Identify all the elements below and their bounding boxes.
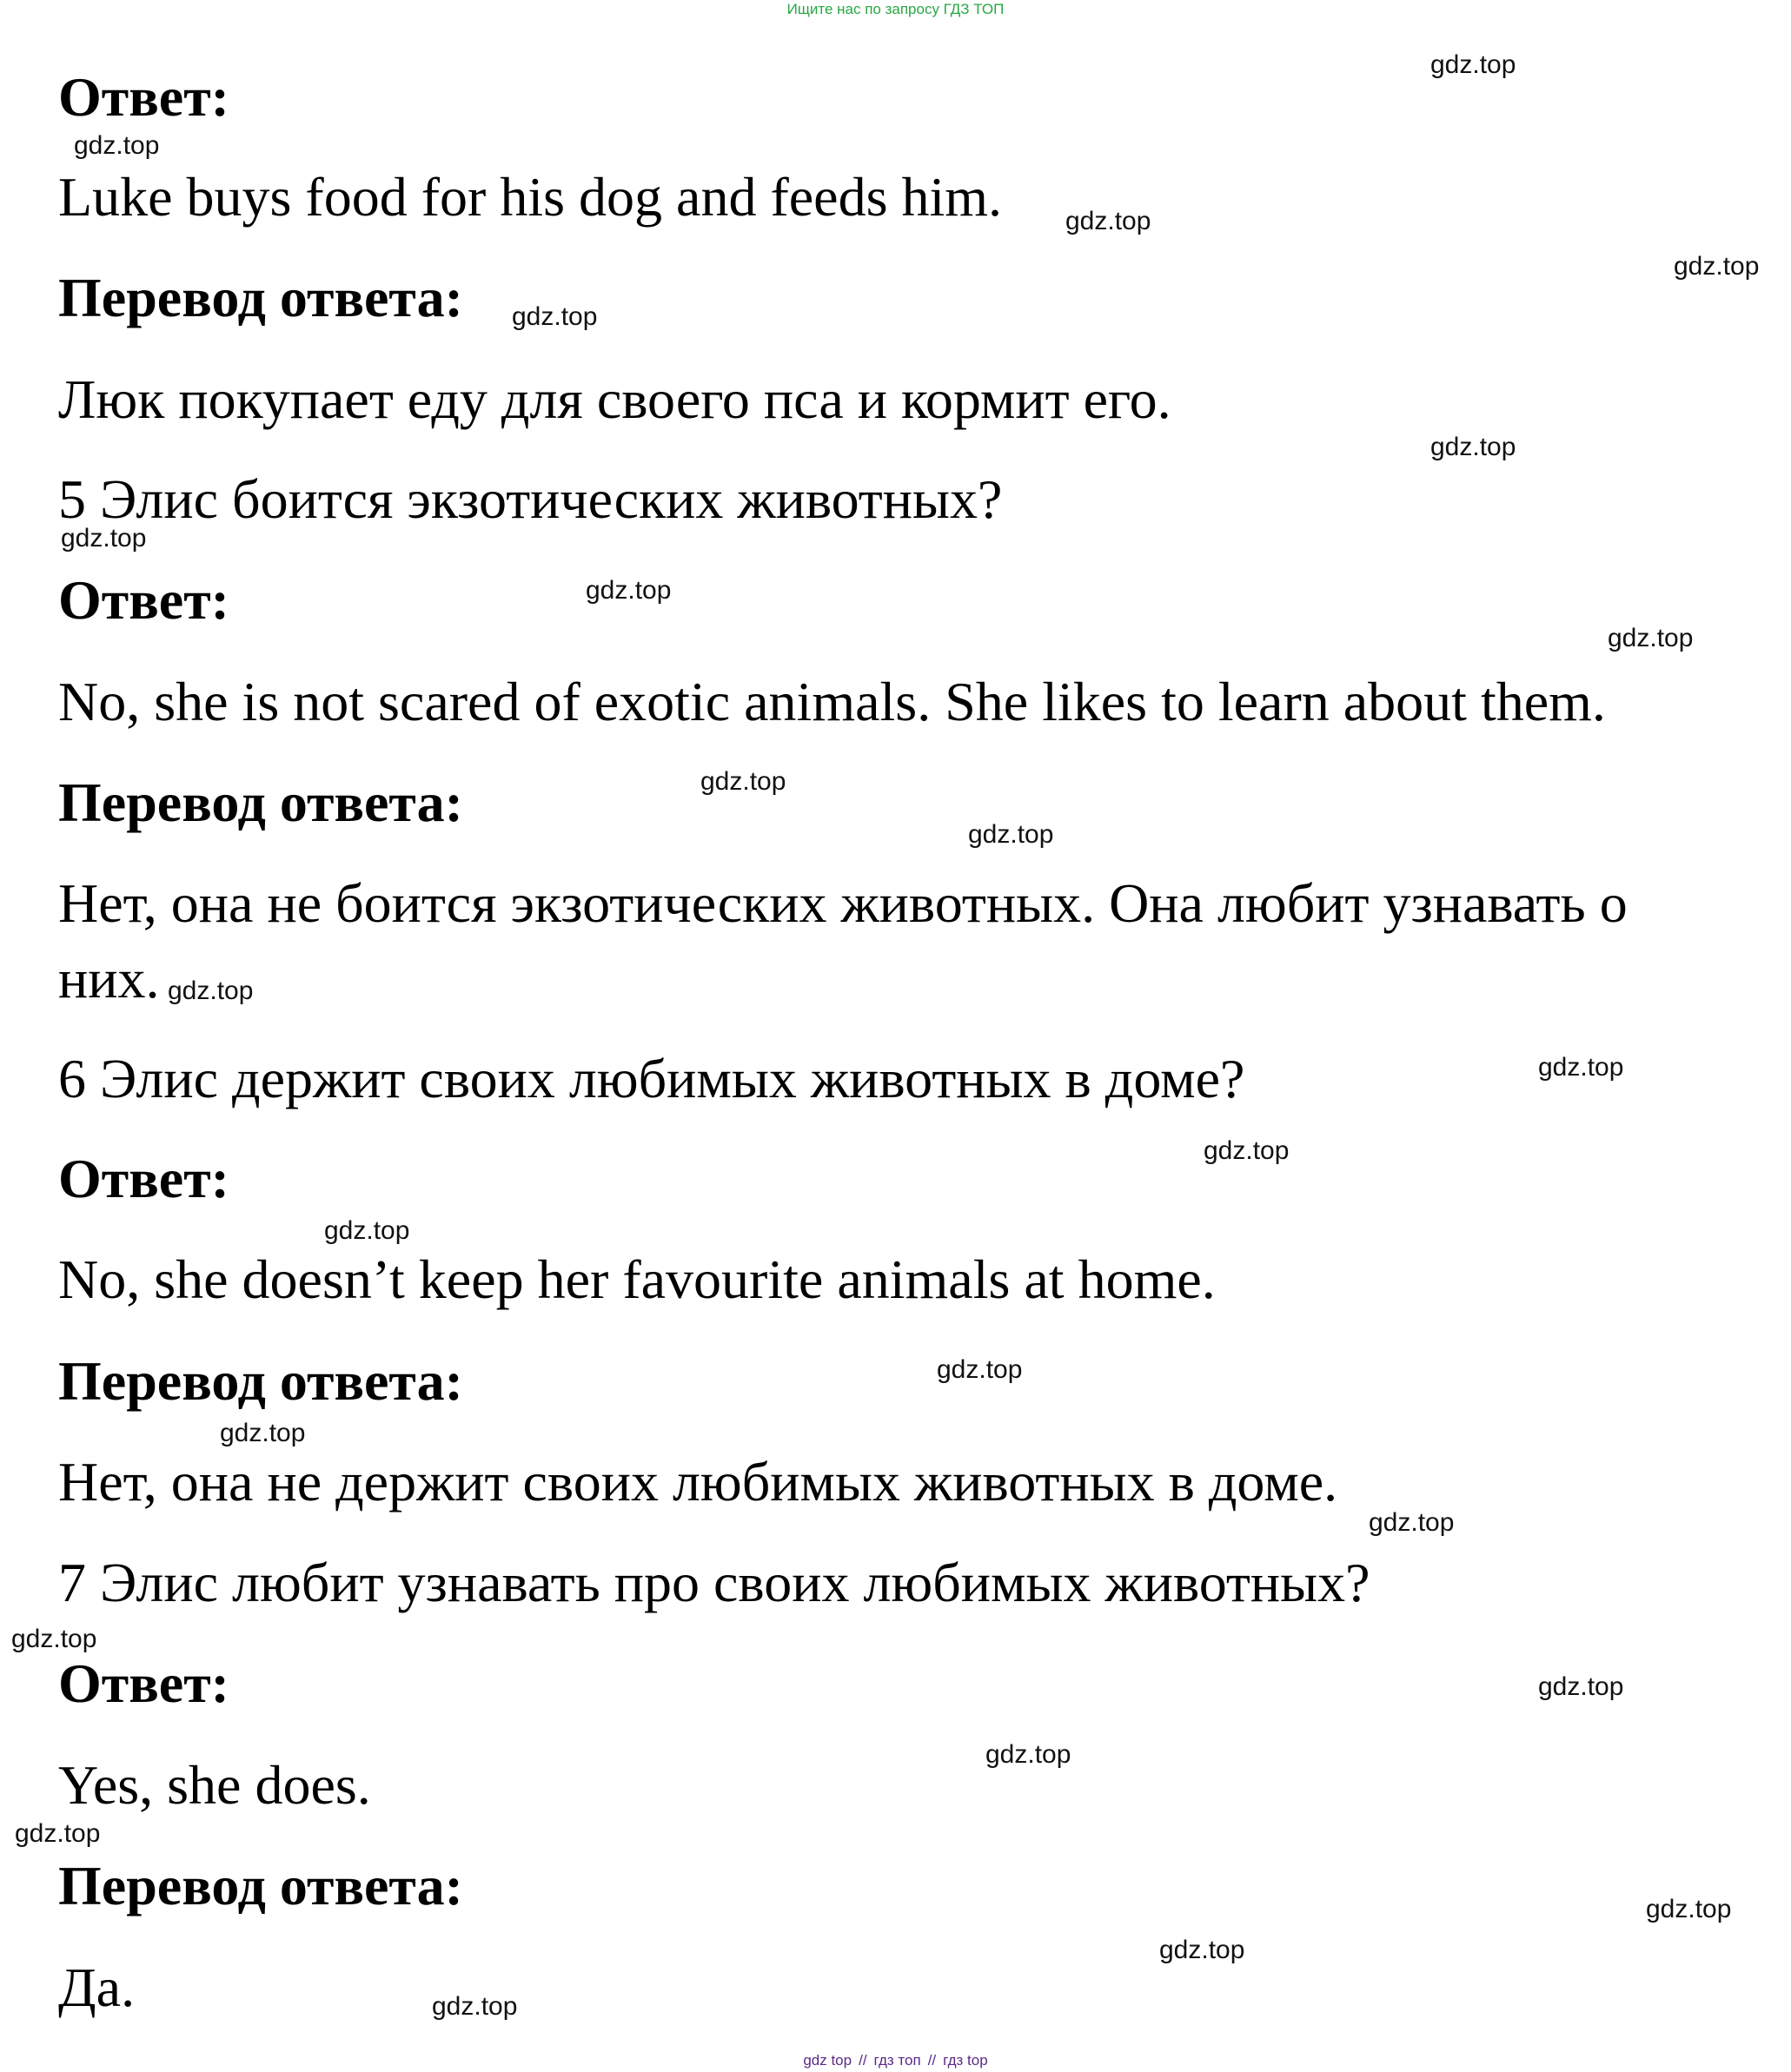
answer-text: No, she is not scared of exotic animals. She likes to learn about them. — [58, 671, 1606, 732]
translation-heading: Перевод ответа: — [58, 771, 463, 833]
translation-text: Да. — [58, 1956, 136, 2018]
answer-text: Luke buys food for his dog and feeds him. — [58, 166, 1003, 228]
watermark: gdz.top — [1608, 624, 1694, 652]
watermark: gdz.top — [1204, 1136, 1290, 1165]
watermark: gdz.top — [1538, 1672, 1624, 1701]
watermark: gdz.top — [937, 1355, 1023, 1384]
watermark: gdz.top — [61, 524, 147, 553]
footer-separator: // — [859, 2052, 867, 2069]
translation-text: Нет, она не боится экзотических животных. Она любит узнавать о — [58, 872, 1628, 934]
watermark: gdz.top — [1538, 1053, 1624, 1082]
answer-heading: Ответ: — [58, 66, 229, 128]
watermark: gdz.top — [1369, 1508, 1455, 1537]
watermark: gdz.top — [700, 767, 786, 796]
watermark: gdz.top — [968, 820, 1054, 849]
watermark: gdz.top — [1646, 1895, 1732, 1923]
watermark: gdz.top — [1430, 50, 1516, 79]
watermark: gdz.top — [586, 576, 672, 605]
watermark: gdz.top — [168, 976, 254, 1005]
watermark: gdz.top — [432, 1992, 518, 2021]
watermark: gdz.top — [74, 131, 160, 160]
answer-text: No, she doesn’t keep her favourite animals at home. — [58, 1248, 1216, 1310]
footer-links — [0, 2052, 1791, 2069]
translation-heading: Перевод ответа: — [58, 1350, 463, 1412]
question-7: 7 Элис любит узнавать про своих любимых животных? — [58, 1552, 1370, 1613]
watermark: gdz.top — [1674, 252, 1760, 281]
top-banner: Ищите нас по запросу ГДЗ ТОП — [786, 1, 1005, 17]
question-6: 6 Элис держит своих любимых животных в доме? — [58, 1048, 1245, 1109]
watermark: gdz.top — [1159, 1936, 1245, 1964]
translation-heading: Перевод ответа: — [58, 267, 463, 328]
watermark: gdz.top — [1430, 433, 1516, 461]
answer-heading: Ответ: — [58, 1652, 229, 1714]
translation-text-continued: них. — [58, 948, 160, 1010]
answer-text: Yes, she does. — [58, 1754, 371, 1816]
watermark: gdz.top — [512, 302, 598, 331]
translation-text: Нет, она не держит своих любимых животных в доме. — [58, 1451, 1338, 1513]
translation-text: Люк покупает еду для своего пса и кормит его. — [58, 368, 1171, 430]
watermark: gdz.top — [985, 1740, 1071, 1769]
watermark: gdz.top — [11, 1625, 97, 1653]
answer-heading: Ответ: — [58, 569, 229, 631]
footer-link[interactable]: gdz top — [803, 2052, 852, 2069]
footer-link[interactable]: гдз top — [943, 2052, 988, 2069]
question-5: 5 Элис боится экзотических животных? — [58, 468, 1003, 530]
watermark: gdz.top — [15, 1819, 101, 1848]
footer-link[interactable]: гдз топ — [873, 2052, 921, 2069]
watermark: gdz.top — [220, 1419, 306, 1447]
translation-heading: Перевод ответа: — [58, 1855, 463, 1916]
watermark: gdz.top — [324, 1216, 410, 1245]
answer-heading: Ответ: — [58, 1148, 229, 1209]
watermark: gdz.top — [1065, 207, 1151, 235]
footer-separator: // — [927, 2052, 937, 2069]
